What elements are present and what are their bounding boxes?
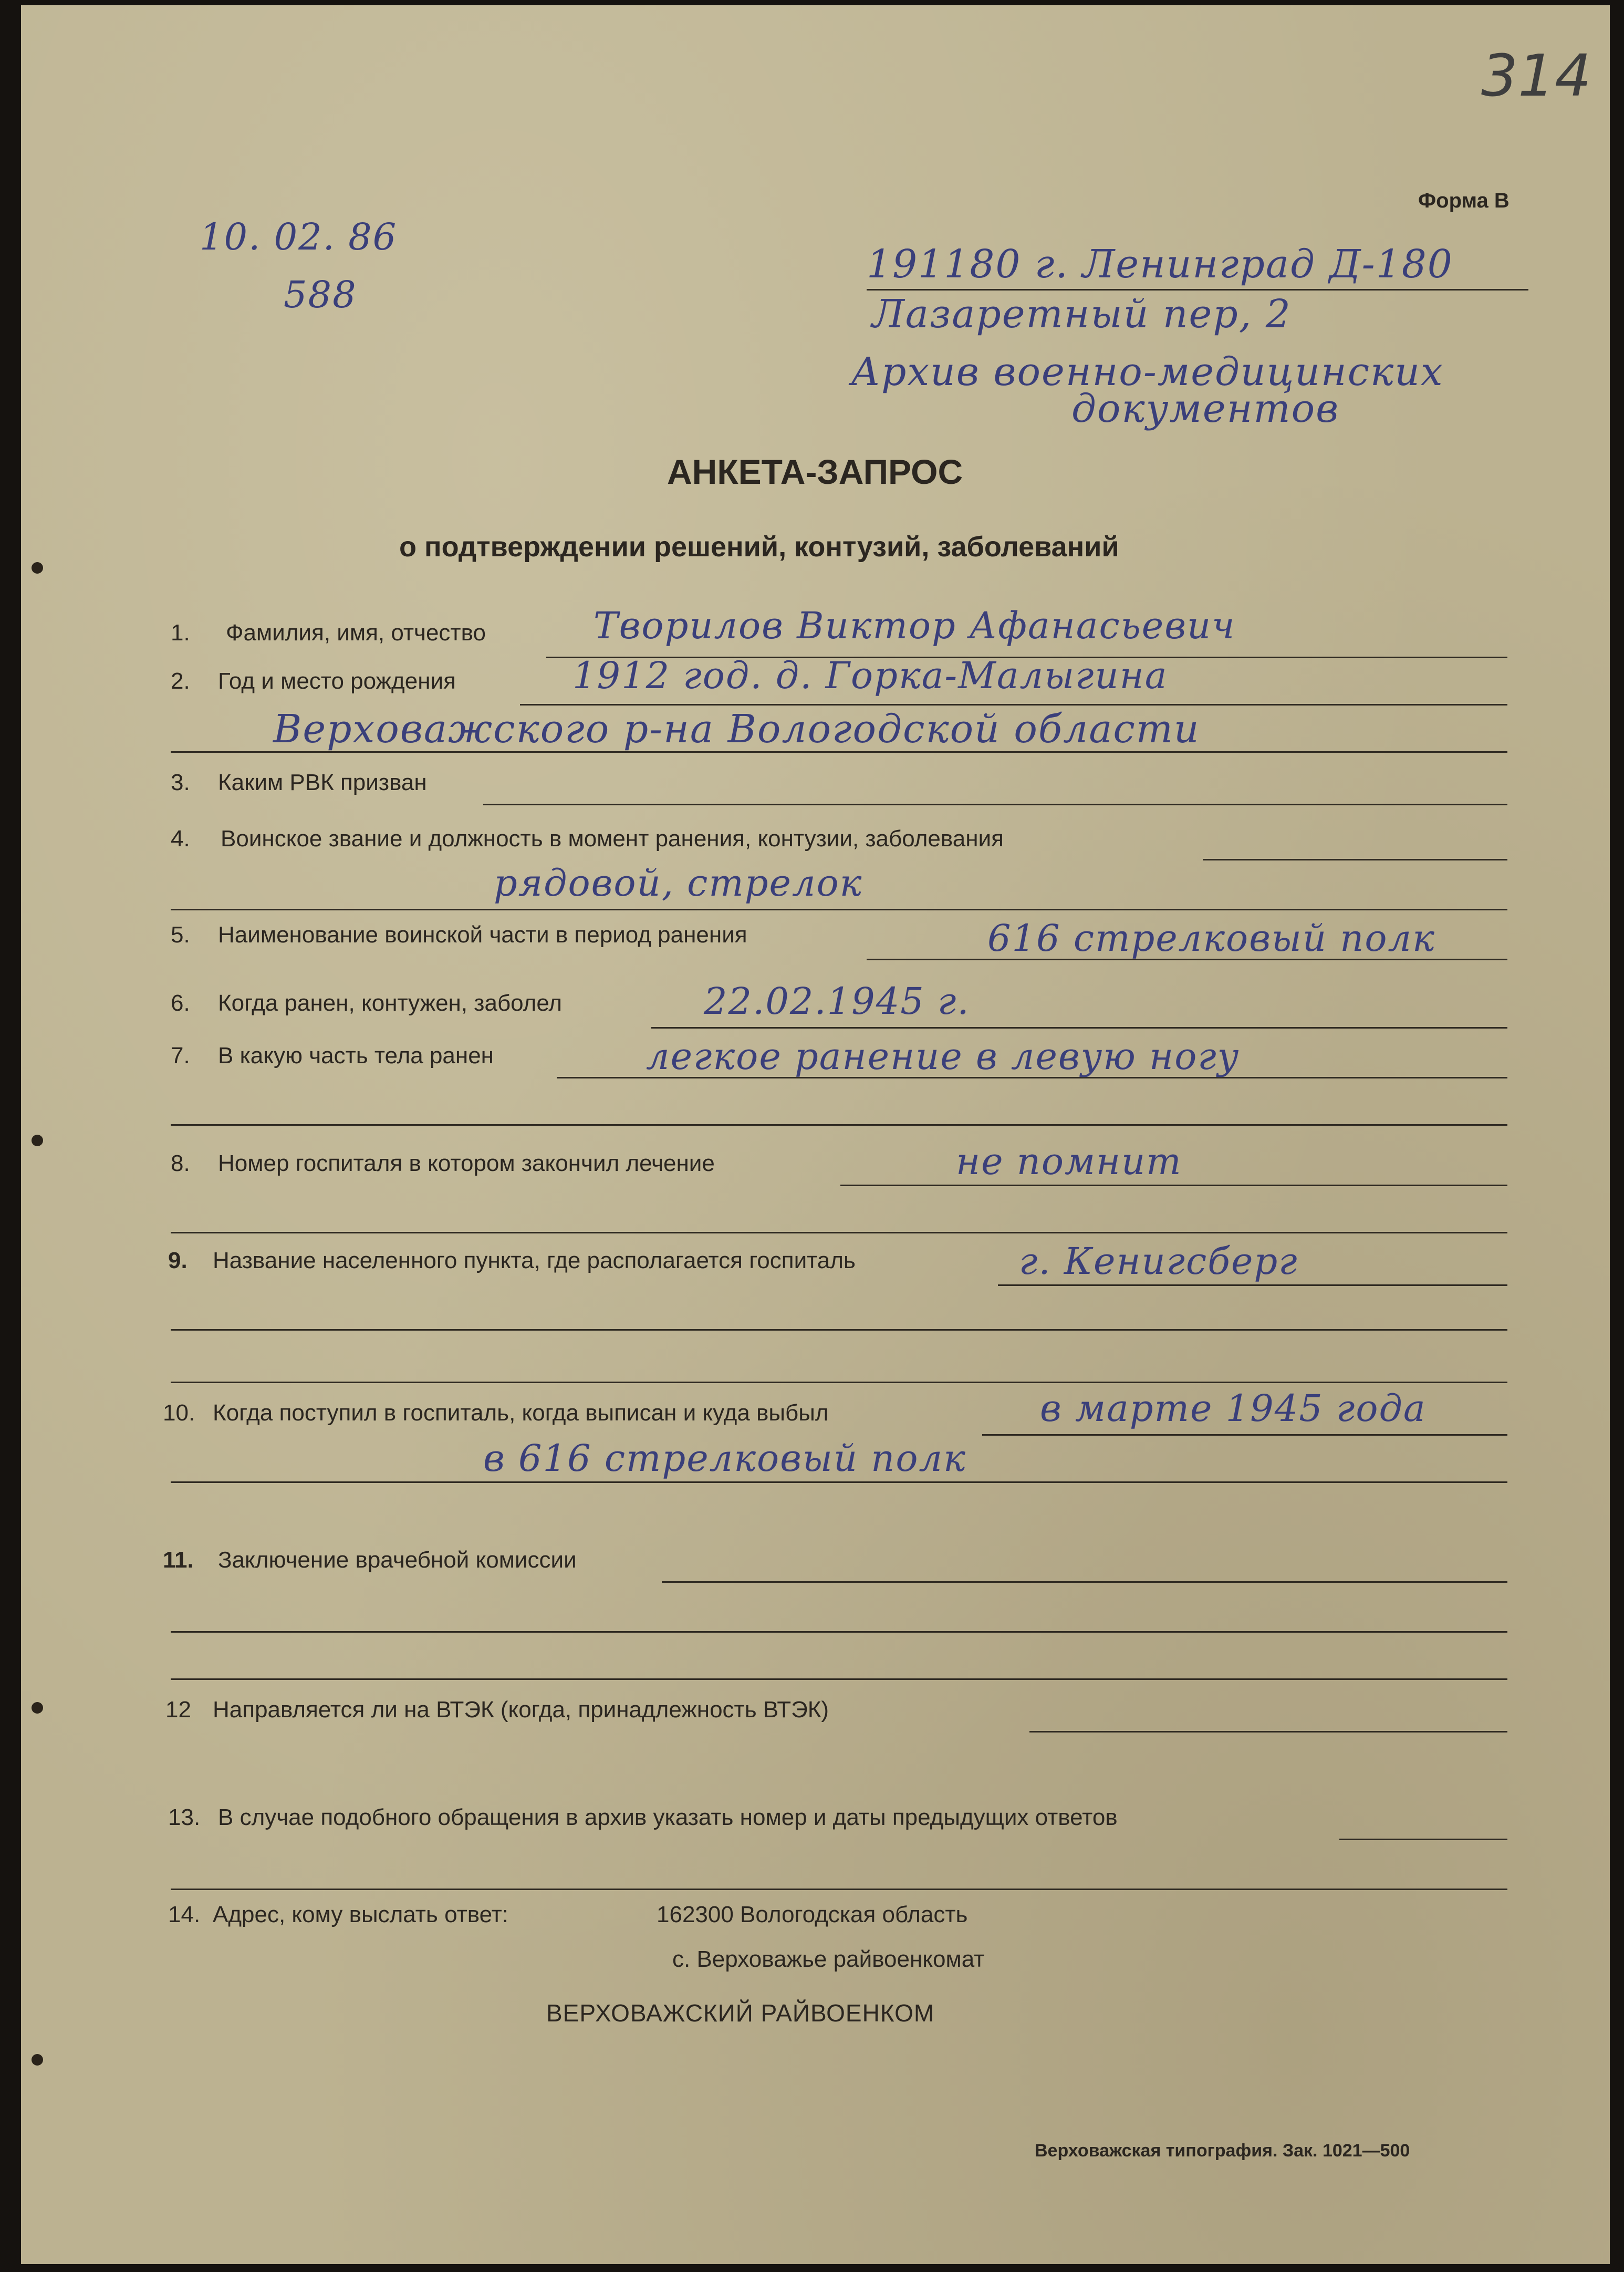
field-9-answer: г. Кенигсберг — [1019, 1240, 1298, 1283]
field-13-label: В случае подобного обращения в архив указать номер и даты предыдущих ответов — [218, 1804, 1118, 1830]
field-2-number: 2. — [171, 668, 190, 694]
field-5-number: 5. — [171, 922, 190, 948]
punch-hole — [32, 562, 43, 574]
reply-address-line-1: 162300 Вологодская область — [657, 1902, 968, 1927]
field-10-number: 10. — [163, 1400, 195, 1426]
punch-hole — [32, 1135, 43, 1146]
field-9-label: Название населенного пункта, где располагается госпиталь — [213, 1248, 856, 1273]
field-2-label: Год и место рождения — [218, 668, 456, 694]
field-2-answer-cont: Верховажского р-на Вологодской области — [273, 707, 1200, 752]
field-3-number: 3. — [171, 770, 190, 795]
field-14-label: Адрес, кому выслать ответ: — [213, 1902, 508, 1927]
field-8-number: 8. — [171, 1150, 190, 1176]
field-14-number: 14. — [168, 1902, 201, 1927]
field-6-label: Когда ранен, контужен, заболел — [218, 990, 563, 1016]
registration-code: 588 — [284, 273, 357, 316]
field-8-answer: не помнит — [956, 1140, 1182, 1183]
field-13-number: 13. — [168, 1804, 201, 1830]
document-subtitle: о подтверждении решений, контузий, заболеваний — [399, 531, 1119, 563]
field-1-number: 1. — [171, 620, 190, 646]
reply-address-stamp: ВЕРХОВАЖСКИЙ РАЙВОЕНКОМ — [546, 1999, 935, 2027]
field-5-answer: 616 стрелковый полк — [987, 917, 1435, 960]
field-9-number: 9. — [168, 1248, 188, 1273]
archive-number: 314 — [1481, 42, 1591, 109]
document-page — [21, 5, 1610, 2264]
reply-address-line-2: с. Верховажье райвоенкомат — [672, 1946, 985, 1972]
field-11-number: 11. — [163, 1547, 194, 1573]
form-label: Форма В — [1418, 189, 1510, 212]
field-3-label: Каким РВК призван — [218, 770, 427, 795]
field-10-label: Когда поступил в госпиталь, когда выписан и куда выбыл — [213, 1400, 829, 1426]
field-12-number: 12 — [165, 1697, 191, 1723]
field-11-label: Заключение врачебной комиссии — [218, 1547, 577, 1573]
punch-hole — [32, 1702, 43, 1714]
recipient-line-3: Архив военно-медицинских — [851, 349, 1444, 395]
field-8-label: Номер госпиталя в котором закончил лечение — [218, 1150, 715, 1176]
field-5-label: Наименование воинской части в период ранения — [218, 922, 747, 948]
field-10-answer-cont: в 616 стрелковый полк — [483, 1437, 966, 1480]
field-4-answer: рядовой, стрелок — [494, 862, 863, 905]
field-6-number: 6. — [171, 990, 190, 1016]
recipient-line-2: Лазаретный пер, 2 — [872, 292, 1292, 337]
field-7-answer: легкое ранение в левую ногу — [646, 1035, 1240, 1078]
document-title: АНКЕТА-ЗАПРОС — [667, 452, 963, 491]
field-4-label: Воинское звание и должность в момент ранения, контузии, заболевания — [221, 826, 1004, 852]
field-1-answer: Творилов Виктор Афанасьевич — [594, 604, 1236, 647]
registration-date: 10. 02. 86 — [200, 215, 398, 258]
recipient-line-4: документов — [1071, 386, 1340, 431]
field-1-label: Фамилия, имя, отчество — [226, 620, 486, 646]
field-12-label: Направляется ли на ВТЭК (когда, принадлежность ВТЭК) — [213, 1697, 829, 1723]
field-6-answer: 22.02.1945 г. — [704, 980, 970, 1023]
field-7-number: 7. — [171, 1043, 190, 1068]
field-2-answer: 1912 год. д. Горка-Малыгина — [572, 654, 1168, 697]
recipient-line-1: 191180 г. Ленинград Д-180 — [867, 242, 1453, 287]
printer-footer: Верховажская типография. Зак. 1021—500 — [1035, 2141, 1410, 2161]
punch-hole — [32, 2054, 43, 2066]
field-10-answer: в марте 1945 года — [1040, 1387, 1427, 1430]
field-4-number: 4. — [171, 826, 190, 852]
field-7-label: В какую часть тела ранен — [218, 1043, 494, 1068]
